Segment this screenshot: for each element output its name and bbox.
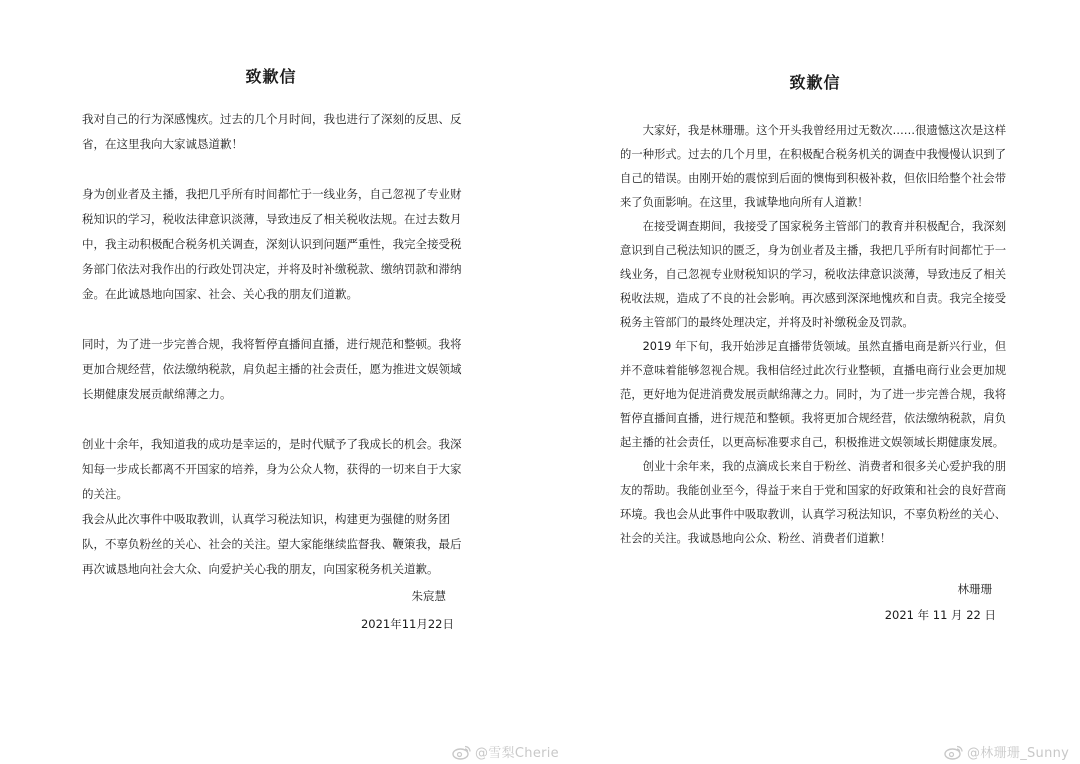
- left-paragraph-4: 创业十余年，我知道我的成功是幸运的，是时代赋予了我成长的机会。我深知每一步成长都离不开国家的培养，身为公众人物，获得的一切来自于大家的关注。: [82, 437, 462, 501]
- left-paragraph-2: 身为创业者及主播，我把几乎所有时间都忙于一线业务，自己忽视了专业财税知识的学习，税收法律意识淡薄，导致违反了相关税收法规。在过去数月中，我主动积极配合税务机关调查，深刻认识到问题严重性，我完全接受税务部门依法对我作出的行政处罚决定，并将及时补缴税款、缴纳罚款和滞纳金。在此诚恳地向国家、社会、关心我的朋友们道歉。: [82, 187, 462, 301]
- left-letter-title: 致歉信: [245, 67, 297, 86]
- left-watermark: [452, 742, 559, 761]
- left-paragraph-1: 我对自己的行为深感愧疚。过去的几个月时间，我也进行了深刻的反思、反省，在这里我向大家诚恳道歉！: [82, 112, 462, 151]
- left-paragraph-5: 我会从此次事件中吸取教训，认真学习税法知识，构建更为强健的财务团队，不辜负粉丝的关心、社会的关注。望大家能继续监督我、鞭策我，最后再次诚恳地向社会大众、向爱护关心我的朋友，向国家税务机关道歉。: [82, 512, 462, 576]
- right-apology-letter: [620, 70, 1006, 623]
- right-letter-title: 致歉信: [789, 73, 841, 92]
- right-watermark: [944, 742, 1069, 761]
- weibo-icon: [452, 744, 472, 760]
- right-paragraph-1: 大家好，我是林珊珊。这个开头我曾经用过无数次……很遗憾这次是这样的一种形式。过去的几个月里，在积极配合税务机关的调查中我慢慢认识到了自己的错误。由刚开始的震惊到后面的懊悔到积极补救，但依旧给整个社会带来了负面影响。在这里，我诚挚地向所有人道歉！: [620, 124, 1006, 209]
- right-paragraph-3: 2019 年下旬，我开始涉足直播带货领域。虽然直播电商是新兴行业，但并不意味着能够忽视合规。我相信经过此次行业整顿，直播电商行业会更加规范，更好地为促进消费发展贡献绵薄之力。同时，为了进一步完善合规，我将暂停直播间直播，进行规范和整顿。我将更加合规经营，依法缴纳税款，肩负起主播的社会责任，以更高标准要求自己，积极推进文娱领域长期健康发展。: [620, 340, 1006, 449]
- right-watermark-text: @林珊珊_Sunny: [967, 746, 1070, 761]
- left-apology-letter: [70, 64, 462, 632]
- right-paragraph-2: 在接受调查期间，我接受了国家税务主管部门的教育并积极配合，我深刻意识到自己税法知识的匮乏，身为创业者及主播，我把几乎所有时间都忙于一线业务，自己忽视专业财税知识的学习，税收法律意识淡薄，导致违反了相关税收法规，造成了不良的社会影响。再次感到深深地愧疚和自责。我完全接受税务主管部门的最终处理决定，并将及时补缴税金及罚款。: [620, 220, 1006, 329]
- right-signature: 林珊珊: [957, 582, 992, 596]
- left-watermark-text: @雪梨Cherie: [475, 746, 559, 761]
- left-paragraph-3: 同时，为了进一步完善合规，我将暂停直播间直播，进行规范和整顿。我将更加合规经营，依法缴纳税款，肩负起主播的社会责任，愿为推进文娱领域长期健康发展贡献绵薄之力。: [82, 337, 462, 401]
- weibo-icon: [944, 744, 964, 760]
- right-date: 2021 年 11 月 22 日: [884, 608, 996, 622]
- right-paragraph-4: 创业十余年来，我的点滴成长来自于粉丝、消费者和很多关心爱护我的朋友的帮助。我能创业至今，得益于来自于党和国家的好政策和社会的良好营商环境。我也会从此事件中吸取教训，认真学习税法知识，不辜负粉丝的关心、社会的关注。我诚恳地向公众、粉丝、消费者们道歉！: [620, 460, 1006, 545]
- left-signature: 朱宸慧: [411, 589, 446, 603]
- left-date: 2021年11月22日: [360, 617, 454, 631]
